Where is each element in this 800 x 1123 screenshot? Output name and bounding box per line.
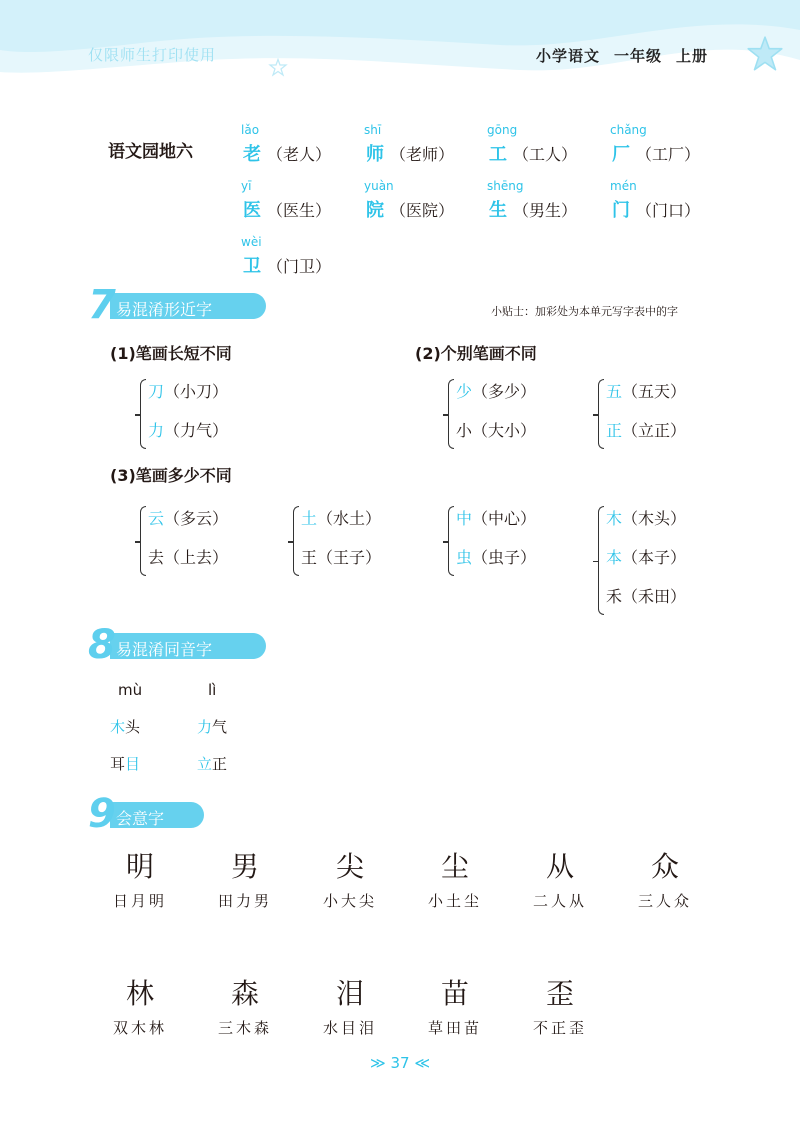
- character: 王: [301, 548, 318, 567]
- character: 正: [606, 421, 623, 440]
- character-entry: [606, 379, 686, 402]
- vocab-character: 医: [243, 200, 261, 221]
- character: 木: [606, 509, 623, 528]
- vocab-word: （男生）: [513, 201, 578, 220]
- pinyin-mu: mù: [118, 681, 143, 699]
- character: 中: [456, 509, 473, 528]
- character-entry: [456, 379, 536, 402]
- character: 土: [301, 509, 318, 528]
- brace-icon: [140, 379, 146, 449]
- header-volume: 上册: [676, 47, 709, 65]
- subheading-3: (3)笔画多少不同: [110, 466, 232, 485]
- character-entry: [456, 545, 536, 568]
- character-entry: [456, 418, 536, 441]
- example-word: （禾田）: [622, 587, 687, 606]
- vocab-word: （门卫）: [267, 257, 332, 276]
- character-entry: [148, 506, 228, 529]
- ideograph-character: 从: [545, 850, 574, 883]
- vocab-pinyin: shēng: [487, 179, 524, 193]
- vocab-word: （工厂）: [636, 145, 701, 164]
- vocab-item: [610, 123, 701, 166]
- header-subject: 小学语文: [536, 47, 601, 65]
- subheading-1: (1)笔画长短不同: [110, 344, 232, 363]
- ideograph-character: 林: [125, 977, 154, 1010]
- character-entry: [606, 584, 686, 607]
- character: 去: [148, 548, 165, 567]
- star-icon: [744, 34, 786, 76]
- ideograph-formula: 水目泪: [322, 1019, 377, 1037]
- character-entry: [606, 545, 686, 568]
- character: 本: [606, 548, 623, 567]
- ideograph-character: 尘: [440, 850, 469, 883]
- ideograph-character: 尖: [335, 850, 364, 883]
- vocab-item: [241, 179, 332, 222]
- character: 力: [148, 421, 165, 440]
- vocab-pinyin: wèi: [241, 235, 262, 249]
- example-word: （大小）: [472, 421, 537, 440]
- vocab-item: [487, 123, 578, 166]
- vocab-word: （医生）: [267, 201, 332, 220]
- vocab-pinyin: yī: [241, 179, 252, 193]
- character-entry: [301, 545, 381, 568]
- vocab-pinyin: mén: [610, 179, 637, 193]
- ideograph-formula: 小大尖: [322, 892, 377, 910]
- homophone-word: 耳目: [110, 755, 141, 773]
- vocab-item: [364, 179, 455, 222]
- section-6-title: 语文园地六: [108, 142, 193, 162]
- character-entry: [606, 418, 686, 441]
- page-deco-left: ≫: [370, 1054, 386, 1072]
- section-title: 会意字: [116, 809, 165, 828]
- character: 小: [456, 421, 473, 440]
- vocab-item: [610, 179, 701, 222]
- example-word: （本子）: [622, 548, 687, 567]
- brace-icon: [448, 379, 454, 449]
- section-number: 8: [88, 622, 116, 668]
- page-deco-right: ≪: [414, 1054, 431, 1072]
- character: 禾: [606, 587, 623, 606]
- section-title: 易混淆同音字: [116, 640, 213, 659]
- character-entry: [301, 506, 381, 529]
- example-word: （水土）: [317, 509, 382, 528]
- ideograph-formula: 小土尘: [427, 892, 482, 910]
- ideograph-formula: 二人从: [532, 892, 587, 910]
- ideograph-formula: 不正歪: [532, 1019, 587, 1037]
- vocab-pinyin: yuàn: [364, 179, 394, 193]
- small-star-icon: [268, 58, 288, 78]
- character: 少: [456, 382, 473, 401]
- vocab-pinyin: lǎo: [241, 123, 260, 137]
- example-word: （上去）: [164, 548, 229, 567]
- vocab-word: （老人）: [267, 145, 332, 164]
- character: 虫: [456, 548, 473, 567]
- header-left-text: 仅限师生打印使用: [88, 46, 217, 64]
- homophone-word: 立正: [197, 755, 228, 773]
- vocab-item: [487, 179, 578, 222]
- brace-icon: [448, 506, 454, 576]
- section-number: 7: [88, 282, 116, 328]
- section-number: 9: [88, 791, 116, 837]
- vocab-item: [241, 123, 332, 166]
- ideograph-formula: 田力男: [217, 892, 272, 910]
- page-number: [370, 1054, 430, 1072]
- vocab-character: 卫: [243, 256, 261, 277]
- example-word: （力气）: [164, 421, 229, 440]
- ideograph-character: 苗: [440, 977, 469, 1010]
- brace-icon: [293, 506, 299, 576]
- vocab-pinyin: gōng: [487, 123, 518, 137]
- character-entry: [606, 506, 686, 529]
- example-word: （多少）: [472, 382, 537, 401]
- vocab-character: 生: [489, 200, 507, 221]
- ideograph-character: 泪: [335, 977, 364, 1010]
- page-number-value: 37: [390, 1054, 410, 1072]
- brace-icon: [598, 379, 604, 449]
- section-title: 易混淆形近字: [116, 300, 213, 319]
- vocab-word: （老师）: [390, 145, 455, 164]
- example-word: （王子）: [317, 548, 382, 567]
- brace-icon: [140, 506, 146, 576]
- vocab-character: 工: [489, 144, 507, 165]
- vocab-character: 厂: [612, 144, 630, 165]
- character-entry: [148, 418, 228, 441]
- character: 云: [148, 509, 165, 528]
- ideograph-character: 歪: [545, 977, 574, 1010]
- homophone-word: 木头: [110, 718, 141, 736]
- vocab-character: 门: [612, 200, 630, 221]
- example-word: （虫子）: [472, 548, 537, 567]
- ideograph-character: 众: [650, 850, 679, 883]
- pinyin-li: lì: [208, 681, 217, 699]
- ideograph-formula: 草田苗: [427, 1019, 482, 1037]
- character: 五: [606, 382, 623, 401]
- header-grade: 一年级: [614, 47, 663, 65]
- vocab-word: （门口）: [636, 201, 701, 220]
- character-entry: [148, 379, 228, 402]
- character-entry: [456, 506, 536, 529]
- subheading-2: (2)个别笔画不同: [415, 344, 537, 363]
- ideograph-formula: 日月明: [112, 892, 167, 910]
- example-word: （中心）: [472, 509, 537, 528]
- homophone-word: 力气: [197, 718, 228, 736]
- vocab-pinyin: chǎng: [610, 123, 647, 137]
- example-word: （五天）: [622, 382, 687, 401]
- vocab-item: [241, 235, 332, 278]
- vocab-item: [364, 123, 455, 166]
- vocab-character: 师: [366, 144, 384, 165]
- character-entry: [148, 545, 228, 568]
- vocab-character: 院: [366, 200, 384, 221]
- vocab-pinyin: shī: [364, 123, 382, 137]
- ideograph-character: 明: [125, 850, 154, 883]
- example-word: （木头）: [622, 509, 687, 528]
- brace-icon: [598, 506, 604, 615]
- header-book-info: [536, 45, 722, 66]
- character: 刀: [148, 382, 165, 401]
- tip-text: 小贴士：加彩处为本单元写字表中的字: [491, 305, 678, 318]
- vocab-word: （工人）: [513, 145, 578, 164]
- ideograph-formula: 三人众: [637, 892, 692, 910]
- ideograph-character: 森: [230, 977, 259, 1010]
- vocab-word: （医院）: [390, 201, 455, 220]
- example-word: （多云）: [164, 509, 229, 528]
- ideograph-formula: 三木森: [217, 1019, 272, 1037]
- vocab-character: 老: [243, 144, 261, 165]
- ideograph-character: 男: [230, 850, 259, 883]
- ideograph-formula: 双木林: [112, 1019, 167, 1037]
- example-word: （立正）: [622, 421, 687, 440]
- example-word: （小刀）: [164, 382, 229, 401]
